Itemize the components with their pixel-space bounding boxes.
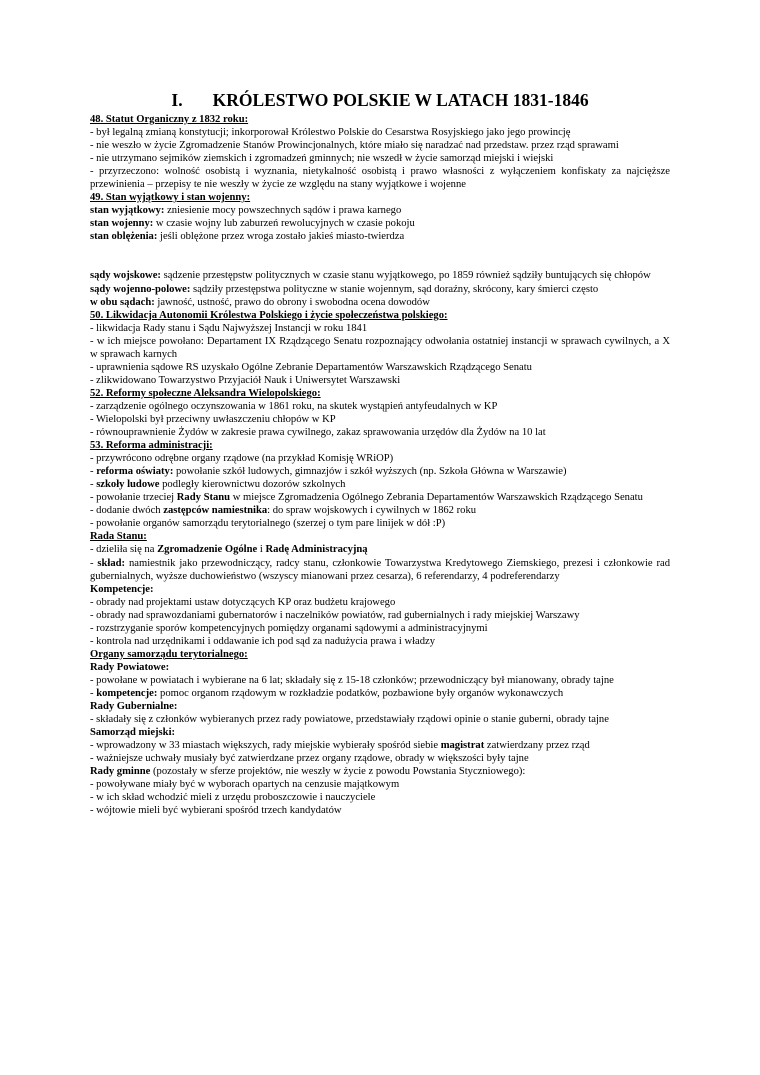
text-run: i xyxy=(257,544,266,556)
text-line: - wójtowie mieli być wybierani spośród trzech kandydatów xyxy=(90,805,342,817)
text-run: w miejsce Zgromadzenia Ogólnego Zebrania Departamentów Warszawskich Rządzącego Senatu xyxy=(230,492,643,504)
text-run: - xyxy=(90,479,97,491)
term: Zgromadzenie Ogólne xyxy=(157,544,258,556)
text-run: - wprowadzony w 33 miastach większych, rady miejskie wybierały spośród siebie xyxy=(90,740,441,752)
subheading-kompetencje: Kompetencje: xyxy=(90,583,154,595)
text-run: zatwierdzany przez rząd xyxy=(484,740,590,752)
subheading-rady-gminne: Rady gminne xyxy=(90,766,151,778)
definition xyxy=(90,269,670,282)
subsection-heading-rada-stanu: Rada Stanu: xyxy=(90,531,147,543)
text-line: - powołanie organów samorządu terytorialnego (szerzej o tym pare linijek w dół :P) xyxy=(90,518,446,530)
text-line: - obrady nad projektami ustaw dotyczących KP oraz budżetu krajowego xyxy=(90,596,396,608)
section-heading-49: 49. Stan wyjątkowy i stan wojenny: xyxy=(90,192,251,204)
term: kompetencje: xyxy=(96,687,158,699)
term: Rady Stanu xyxy=(176,492,231,504)
text-line: - likwidacja Rady stanu i Sądu Najwyższej Instancji w roku 1841 xyxy=(90,322,368,334)
term: stan wyjątkowy: xyxy=(90,205,165,217)
text-line: - w ich miejsce powołano: Departament IX Rządzącego Senatu rozpoznający odwołania ostatniej instancji w sprawach cywilnych, a X w sprawach karnych xyxy=(90,335,670,360)
definition-text: sądzenie przestępstw politycznych w czasie stanu wyjątkowego, po 1859 również sądziły buntujących się chłopów xyxy=(160,270,651,282)
text-line xyxy=(90,765,670,778)
text-line: - powoływane miały być w wyborach opartych na cenzusie majątkowym xyxy=(90,779,400,791)
text-run: - xyxy=(90,557,98,569)
text-run: - powołanie trzeciej xyxy=(90,492,177,504)
definition-text: zniesienie mocy powszechnych sądów i prawa karnego xyxy=(164,205,402,217)
term: Radę Administracyjną xyxy=(265,544,368,556)
text-line: - obrady nad sprawozdaniami gubernatorów i naczelników powiatów, rad gubernialnych i rady miejskiej Warszawy xyxy=(90,609,580,621)
text-line: - przywrócono odrębne organy rządowe (na przykład Komisję WRiOP) xyxy=(90,453,394,465)
definition-text: sądziły przestępstwa polityczne w stanie wojennym, sąd doraźny, skrócony, kary śmierci często xyxy=(190,283,599,295)
text-line: - był legalną zmianą konstytucji; inkorporował Królestwo Polskie do Cesarstwa Rosyjskiego jako jego prowincję xyxy=(90,127,571,139)
text-run: - xyxy=(90,466,97,478)
subheading-rady-gubernialne: Rady Gubernialne: xyxy=(90,701,178,713)
text-run: : do spraw wojskowych i cywilnych w 1862 roku xyxy=(267,505,477,517)
subsection-heading-organy: Organy samorządu terytorialnego: xyxy=(90,648,248,660)
text-line: - rozstrzyganie sporów kompetencyjnych pomiędzy organami sądowymi a administracyjnymi xyxy=(90,622,488,634)
text-line xyxy=(90,687,670,700)
text-run: - dzieliła się na xyxy=(90,544,158,556)
term: magistrat xyxy=(440,740,485,752)
term: zastępców namiestnika xyxy=(163,505,268,517)
subheading-samorzad-miejski: Samorząd miejski: xyxy=(90,727,176,739)
text-line: - przyrzeczono: wolność osobistą i wyznania, nietykalność osobistą i prawo własności z wyłączeniem konfiskaty za najcięższe przewinienia – przepisy te nie weszły w życie ze względu na stany wyjątkowe i wojenne xyxy=(90,166,670,191)
text-run: powołanie szkół ludowych, gimnazjów i szkół wyższych (np. Szkoła Główna w Warszawie) xyxy=(173,466,567,478)
definition-text: jeśli oblężone przez wroga zostało jakieś miasto-twierdza xyxy=(157,231,405,243)
section-heading-53: 53. Reforma administracji: xyxy=(90,440,213,452)
definition xyxy=(90,217,670,230)
text-line xyxy=(90,739,670,752)
text-line xyxy=(90,478,670,491)
definition xyxy=(90,283,670,296)
definition xyxy=(90,296,670,309)
definition xyxy=(90,204,670,217)
title-number: I. xyxy=(171,90,183,110)
subheading-rady-powiatowe: Rady Powiatowe: xyxy=(90,661,170,673)
text-line xyxy=(90,543,670,556)
term: sądy wojenno-polowe: xyxy=(90,283,191,295)
definition-text: jawność, ustność, prawo do obrony i swobodna ocena dowodów xyxy=(154,296,430,308)
page-title xyxy=(90,88,670,112)
text-line xyxy=(90,504,670,517)
text-run: - dodanie dwóch xyxy=(90,505,164,517)
document-page xyxy=(90,88,670,817)
text-line: - ważniejsze uchwały musiały być zatwierdzane przez organy rządowe, obrady w większości były tajne xyxy=(90,753,529,765)
text-line: - składały się z członków wybieranych przez rady powiatowe, przedstawiały rządowi opinie o stanie guberni, obrady tajne xyxy=(90,714,609,726)
text-run: (pozostały w sferze projektów, nie weszły w życie z powodu Powstania Styczniowego): xyxy=(150,766,526,778)
text-run: pomoc organom rządowym w rozkładzie podatków, pozbawione były organów wykonawczych xyxy=(157,687,564,699)
text-line: - Wielopolski był przeciwny uwłaszczeniu chłopów w KP xyxy=(90,413,336,425)
text-run: podległy kierownictwu dozorów szkolnych xyxy=(159,479,346,491)
term: stan wojenny: xyxy=(90,218,154,230)
text-line xyxy=(90,557,670,583)
term: szkoły ludowe xyxy=(96,479,160,491)
text-line: - uprawnienia sądowe RS uzyskało Ogólne Zebranie Departamentów Warszawskich Rządzącego Senatu xyxy=(90,361,532,373)
spacer xyxy=(90,243,670,269)
text-line: - kontrola nad urzędnikami i oddawanie ich pod sąd za nadużycia prawa i władzy xyxy=(90,635,436,647)
term: reforma oświaty: xyxy=(96,466,174,478)
text-line xyxy=(90,465,670,478)
section-heading-48: 48. Statut Organiczny z 1832 roku: xyxy=(90,114,249,125)
text-line: - powołane w powiatach i wybierane na 6 lat; składały się z 15-18 członków; przewodniczący był mianowany, obrady tajne xyxy=(90,674,614,686)
text-line: - w ich skład wchodzić mieli z urzędu proboszczowie i nauczyciele xyxy=(90,792,376,804)
term: stan oblężenia: xyxy=(90,231,158,243)
section-heading-50: 50. Likwidacja Autonomii Królestwa Polskiego i życie społeczeństwa polskiego: xyxy=(90,309,448,321)
text-line: - nie utrzymano sejmików ziemskich i zgromadzeń gminnych; nie wszedł w życie samorząd miejski i wiejski xyxy=(90,153,554,165)
text-line: - równouprawnienie Żydów w zakresie prawa cywilnego, zakaz sprawowania urzędów dla Żydów na 10 lat xyxy=(90,427,546,439)
section-heading-52: 52. Reformy społeczne Aleksandra Wielopolskiego: xyxy=(90,387,321,399)
text-run: namiestnik jako przewodniczący, radcy stanu, członkowie Towarzystwa Kredytowego Ziemskiego, prezesi i członkowie rad gubernialnych, wyższe duchowieństwo (wszyscy mianowani przez cesarza), 6 referendarzy, 4 podreferendarzy xyxy=(90,557,670,582)
definition-text: w czasie wojny lub zaburzeń rewolucyjnych w czasie pokoju xyxy=(153,218,415,230)
text-line: - nie weszło w życie Zgromadzenie Stanów Prowincjonalnych, które miało się naradzać nad przedstaw. przez rząd sprawami xyxy=(90,140,619,152)
term: w obu sądach: xyxy=(90,296,155,308)
title-text: KRÓLESTWO POLSKIE W LATACH 1831-1846 xyxy=(212,90,589,110)
text-line xyxy=(90,491,670,504)
text-run: - xyxy=(90,687,97,699)
text-line: - zlikwidowano Towarzystwo Przyjaciół Nauk i Uniwersytet Warszawski xyxy=(90,374,401,386)
term: sądy wojskowe: xyxy=(90,270,161,282)
definition xyxy=(90,230,670,243)
text-line: - zarządzenie ogólnego oczynszowania w 1861 roku, na skutek wystąpień antyfeudalnych w KP xyxy=(90,400,498,412)
term: skład: xyxy=(97,557,126,569)
